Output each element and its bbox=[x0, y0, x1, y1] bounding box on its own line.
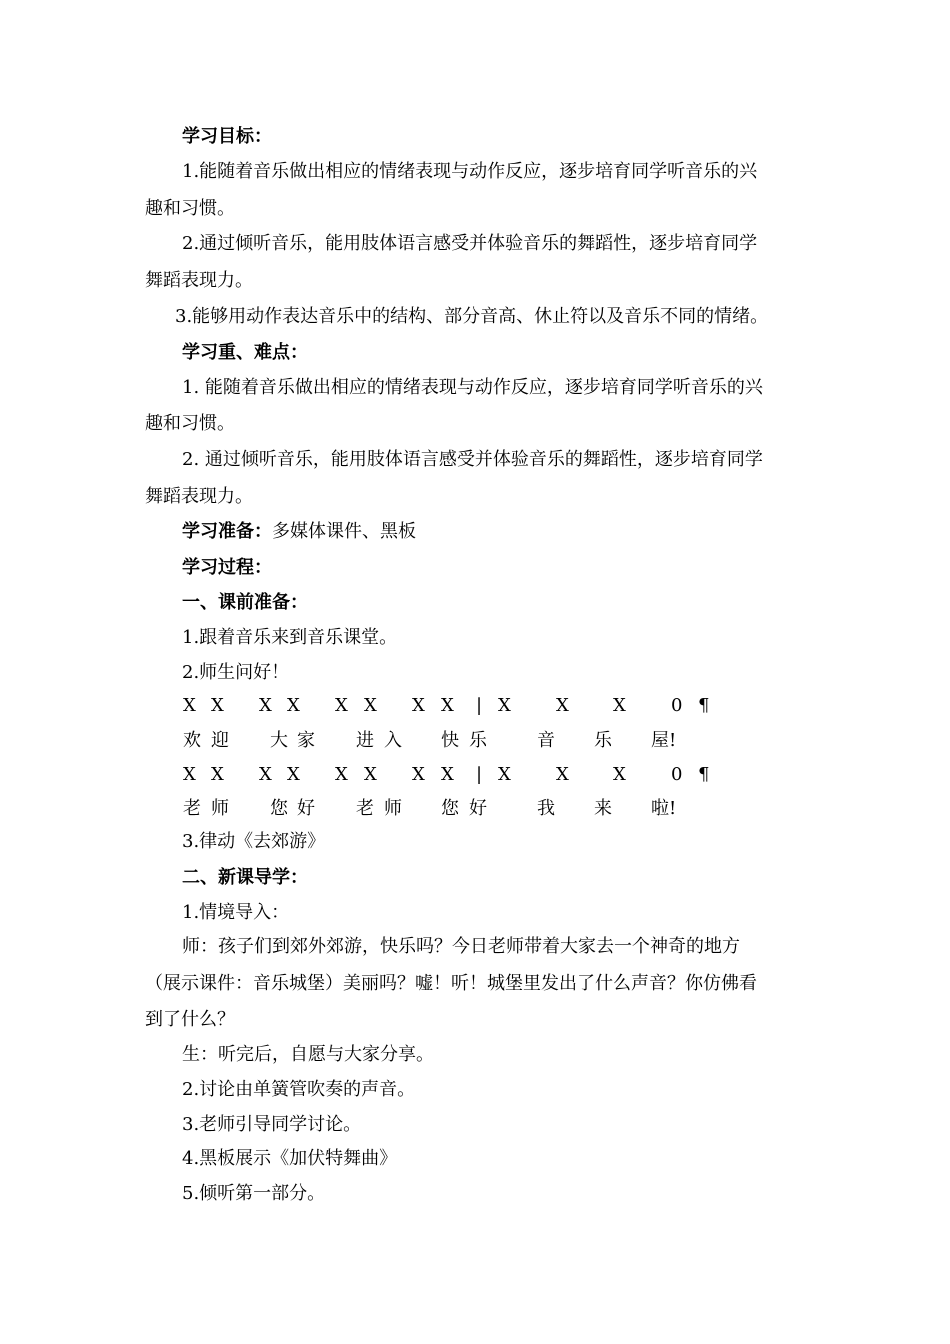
lyric-char: 您 bbox=[441, 798, 459, 819]
section-1-item-3: 3.律动《去郊游》 bbox=[182, 831, 326, 852]
rest-note: 0 bbox=[671, 764, 683, 785]
bar-line: | bbox=[476, 764, 483, 785]
lyric-row-1 bbox=[0, 729, 950, 753]
rhythm-note: X bbox=[183, 695, 196, 716]
lyric-char: 老 bbox=[356, 798, 374, 819]
rhythm-row-1 bbox=[0, 694, 950, 718]
rhythm-note: X bbox=[211, 695, 224, 716]
lyric-char: 好 bbox=[469, 798, 487, 819]
lyric-char: 欢 bbox=[183, 730, 201, 751]
section-2-item-1: 1.情境导入： bbox=[182, 902, 290, 923]
lyric-char: 我 bbox=[537, 798, 555, 819]
rhythm-note: X bbox=[556, 695, 569, 716]
section-2-item-2: 2.讨论由单簧管吹奏的声音。 bbox=[182, 1079, 416, 1100]
goal-1-line-1: 1.能随着音乐做出相应的情绪表现与动作反应，逐步培育同学听音乐的兴 bbox=[182, 161, 758, 182]
lyric-char: 进 bbox=[356, 730, 374, 751]
section-2-item-4: 4.黑板展示《加伏特舞曲》 bbox=[182, 1148, 398, 1169]
lyric-char: 快 bbox=[441, 730, 459, 751]
rhythm-note: X bbox=[556, 764, 569, 785]
section-2-heading: 二、新课导学： bbox=[182, 867, 308, 888]
lyric-row-2 bbox=[0, 797, 950, 821]
section-1-heading: 一、课前准备： bbox=[182, 592, 308, 613]
lyric-char: 老 bbox=[183, 798, 201, 819]
goal-2-line-2: 舞蹈表现力。 bbox=[145, 270, 253, 291]
lyric-char: 乐 bbox=[469, 730, 487, 751]
lyric-char: 啦! bbox=[651, 798, 677, 819]
rhythm-note: X bbox=[613, 695, 626, 716]
rhythm-note: X bbox=[183, 764, 196, 785]
rhythm-note: X bbox=[412, 695, 425, 716]
lyric-char: 家 bbox=[297, 730, 315, 751]
teacher-line-1: 师：孩子们到郊外郊游，快乐吗？今日老师带着大家去一个神奇的地方 bbox=[182, 936, 740, 957]
key-points-heading: 学习重、难点： bbox=[182, 342, 308, 363]
preparation-line bbox=[182, 520, 416, 544]
rhythm-note: X bbox=[364, 764, 377, 785]
rhythm-note: X bbox=[412, 764, 425, 785]
lyric-char: 音 bbox=[537, 730, 555, 751]
rest-note: 0 bbox=[671, 695, 683, 716]
lyric-char: 师 bbox=[384, 798, 402, 819]
key-1-line-2: 趣和习惯。 bbox=[145, 413, 235, 434]
rhythm-note: X bbox=[498, 764, 511, 785]
lyric-char: 师 bbox=[211, 798, 229, 819]
rhythm-note: X bbox=[498, 695, 511, 716]
lyric-char: 来 bbox=[594, 798, 612, 819]
goals-heading: 学习目标： bbox=[182, 126, 272, 147]
lyric-char: 大 bbox=[270, 730, 288, 751]
rhythm-note: X bbox=[441, 695, 454, 716]
key-2-line-2: 舞蹈表现力。 bbox=[145, 486, 253, 507]
lyric-char: 入 bbox=[384, 730, 402, 751]
lyric-char: 屋! bbox=[651, 730, 677, 751]
section-2-item-5: 5.倾听第一部分。 bbox=[182, 1183, 326, 1204]
rhythm-note: X bbox=[259, 764, 272, 785]
process-heading: 学习过程： bbox=[182, 557, 272, 578]
lyric-char: 乐 bbox=[594, 730, 612, 751]
rhythm-note: X bbox=[335, 764, 348, 785]
bar-line: | bbox=[476, 695, 483, 716]
rhythm-note: X bbox=[211, 764, 224, 785]
paragraph-mark: ¶ bbox=[698, 764, 710, 785]
rhythm-note: X bbox=[287, 695, 300, 716]
key-1-line-1: 1. 能随着音乐做出相应的情绪表现与动作反应，逐步培育同学听音乐的兴 bbox=[182, 377, 763, 398]
rhythm-row-2 bbox=[0, 763, 950, 787]
section-2-item-3: 3.老师引导同学讨论。 bbox=[182, 1114, 362, 1135]
goal-3: 3.能够用动作表达音乐中的结构、部分音高、休止符以及音乐不同的情绪。 bbox=[175, 306, 769, 327]
rhythm-note: X bbox=[613, 764, 626, 785]
rhythm-note: X bbox=[335, 695, 348, 716]
student-line: 生：听完后，自愿与大家分享。 bbox=[182, 1044, 434, 1065]
rhythm-note: X bbox=[287, 764, 300, 785]
key-2-line-1: 2. 通过倾听音乐，能用肢体语言感受并体验音乐的舞蹈性，逐步培育同学 bbox=[182, 449, 763, 470]
goal-1-line-2: 趣和习惯。 bbox=[145, 198, 235, 219]
lyric-char: 您 bbox=[270, 798, 288, 819]
rhythm-note: X bbox=[441, 764, 454, 785]
section-1-item-1: 1.跟着音乐来到音乐课堂。 bbox=[182, 627, 398, 648]
teacher-line-3: 到了什么？ bbox=[145, 1009, 235, 1030]
goal-2-line-1: 2.通过倾听音乐，能用肢体语言感受并体验音乐的舞蹈性，逐步培育同学 bbox=[182, 233, 758, 254]
section-1-item-2: 2.师生问好！ bbox=[182, 662, 290, 683]
paragraph-mark: ¶ bbox=[698, 695, 710, 716]
lyric-char: 好 bbox=[297, 798, 315, 819]
preparation-label: 学习准备： bbox=[182, 521, 272, 542]
lyric-char: 迎 bbox=[211, 730, 229, 751]
rhythm-note: X bbox=[259, 695, 272, 716]
rhythm-note: X bbox=[364, 695, 377, 716]
preparation-value: 多媒体课件、黑板 bbox=[272, 521, 416, 542]
teacher-line-2: （展示课件：音乐城堡）美丽吗？嘘！听！城堡里发出了什么声音？你仿佛看 bbox=[145, 973, 757, 994]
